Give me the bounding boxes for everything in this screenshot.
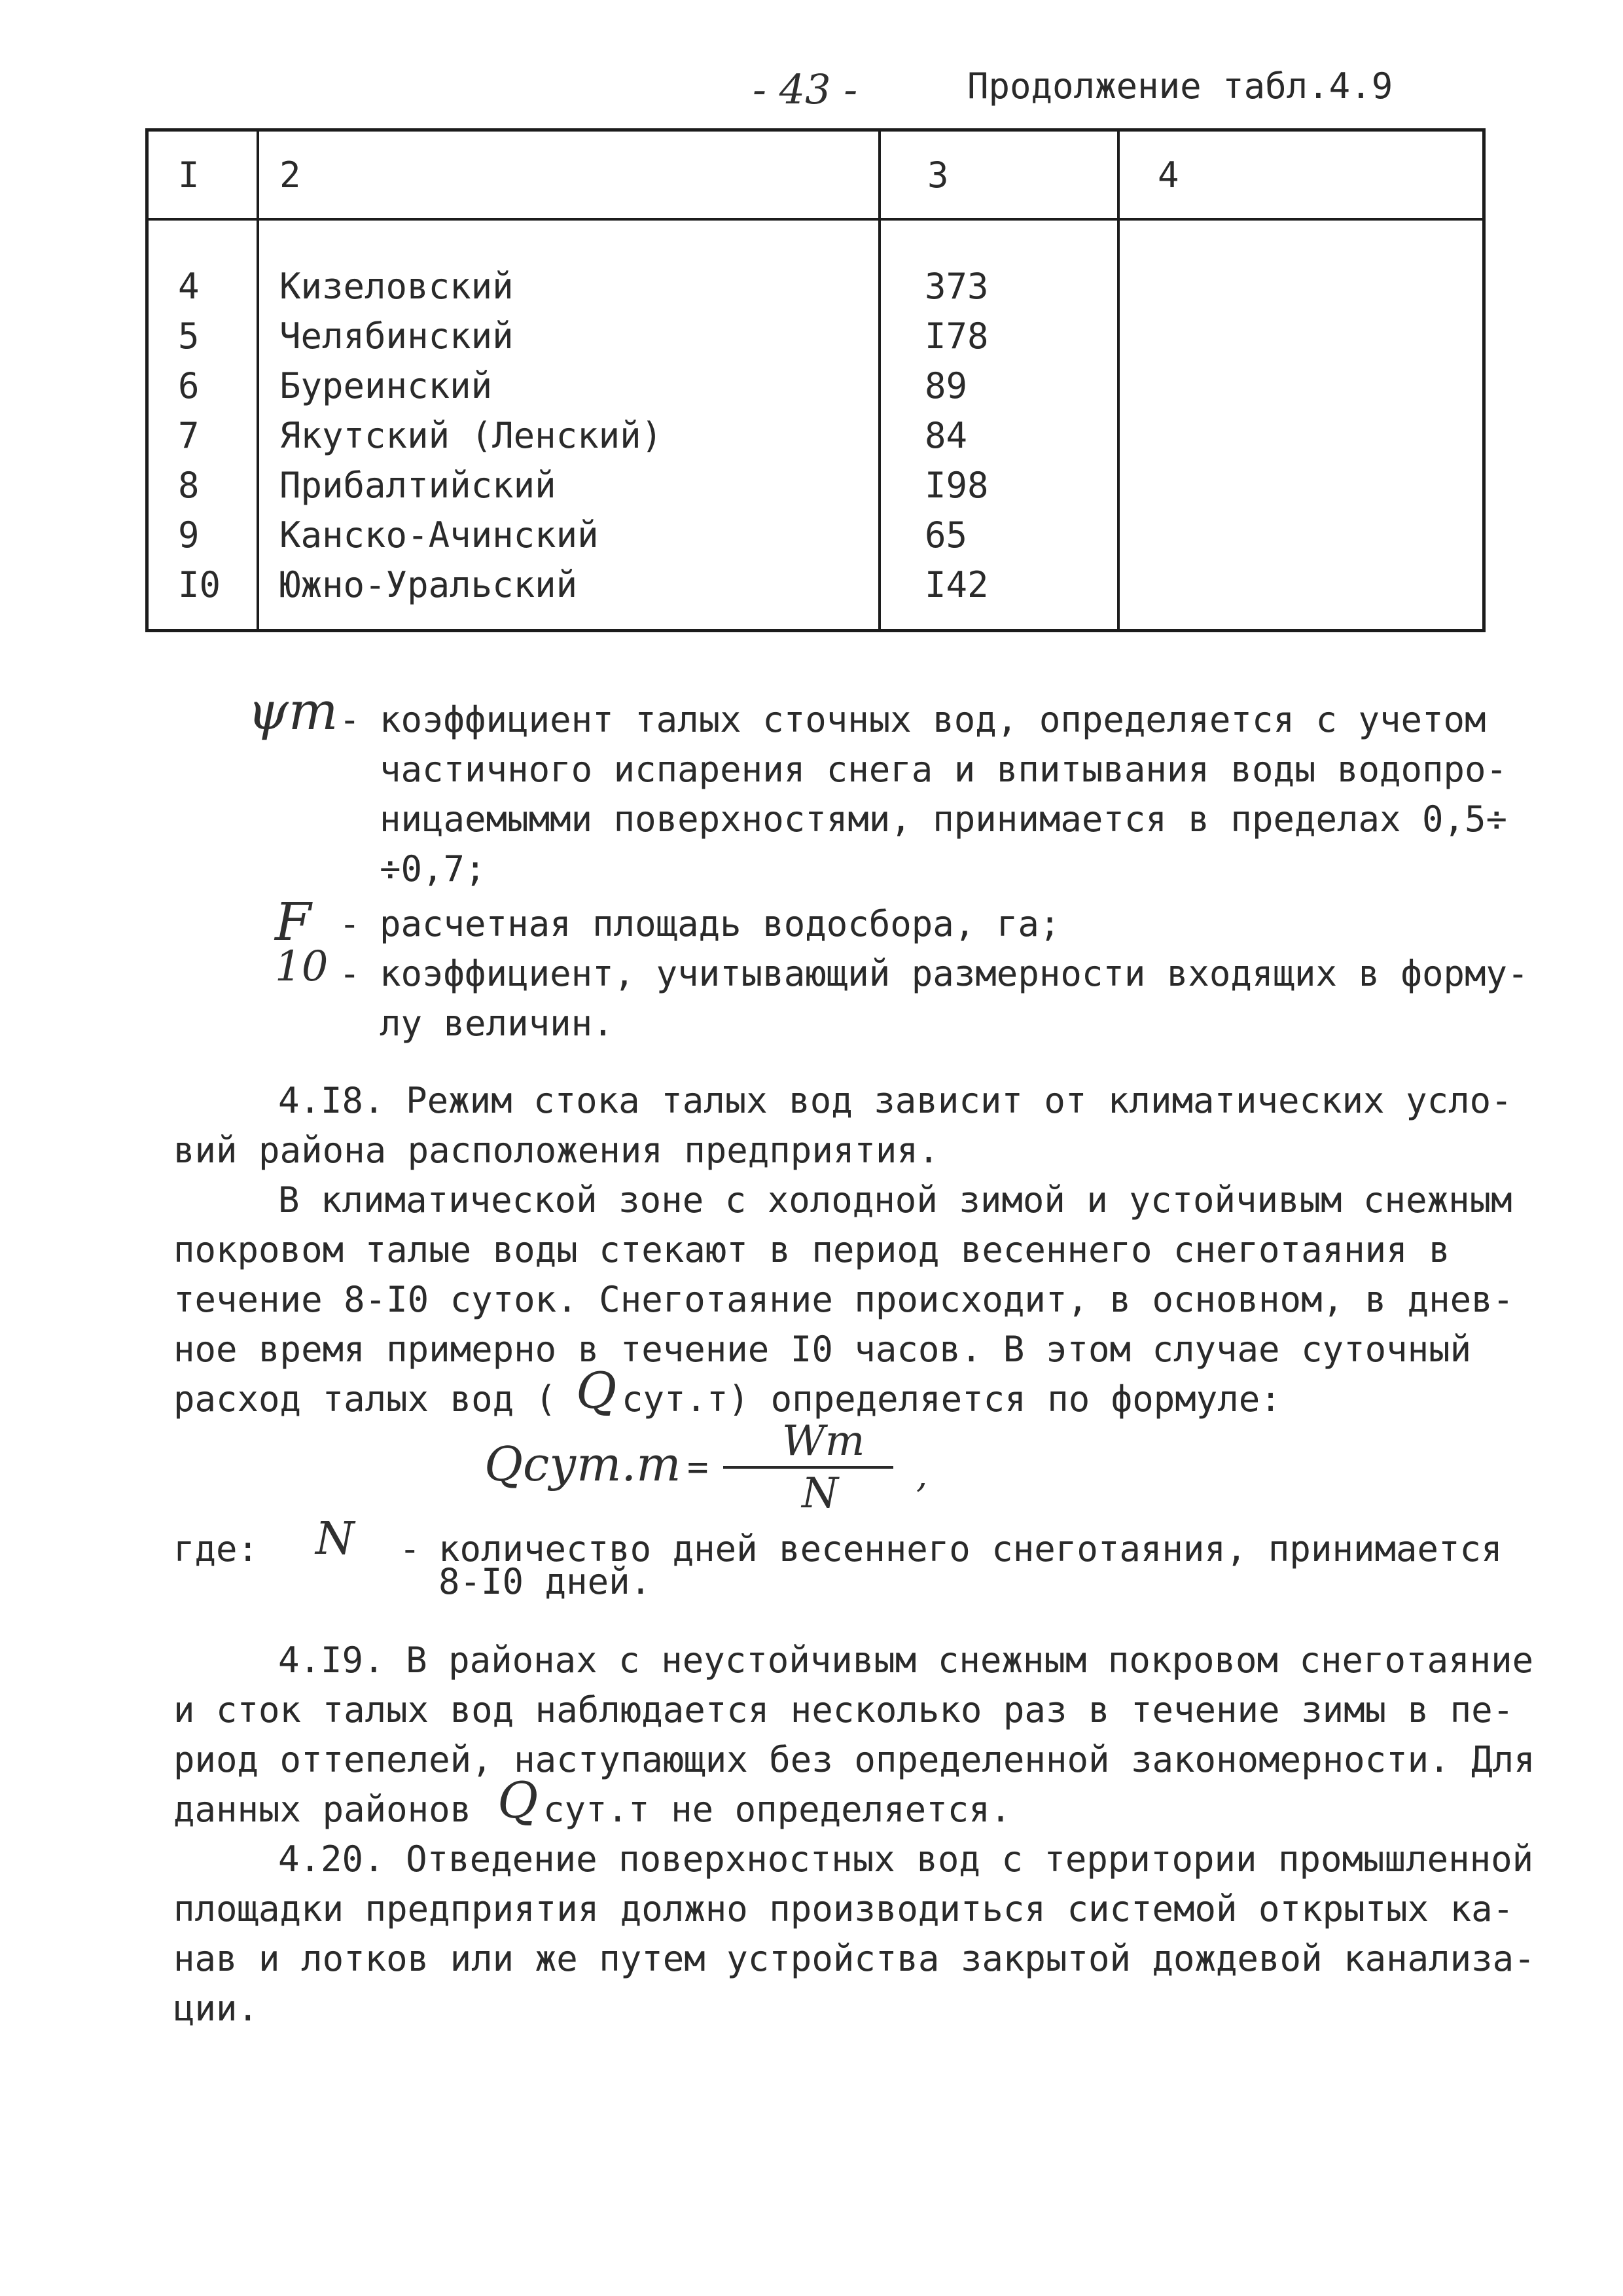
climate-paragraph-line: покровом талые воды стекают в период весеннего снеготаяния в xyxy=(173,1229,1450,1270)
ten-symbol: 10 xyxy=(275,942,329,991)
row-number: I0 xyxy=(178,564,221,605)
row-name: Прибалтийский xyxy=(279,465,556,506)
table-header-2: 2 xyxy=(279,154,301,196)
paragraph-4-19-last-before: данных районов xyxy=(173,1789,472,1830)
paragraph-4-20-line: нав и лотков или же путем устройства закрытой дождевой канализа- xyxy=(173,1938,1535,1979)
paragraph-4-19-line: риод оттепелей, наступающих без определенной закономерности. Для xyxy=(173,1739,1535,1780)
where-label: где: xyxy=(173,1528,259,1570)
row-value: I42 xyxy=(925,564,989,605)
ten-definition-line: лу величин. xyxy=(380,1003,614,1044)
paragraph-4-20-line: площадки предприятия должно производиться системой открытых ка- xyxy=(173,1888,1514,1929)
formula-lhs: Qсут.т xyxy=(484,1437,681,1492)
formula-denominator: N xyxy=(802,1469,838,1518)
n-symbol: N xyxy=(315,1513,355,1565)
row-value: I78 xyxy=(925,315,989,357)
page-number: - 43 - xyxy=(753,65,858,113)
row-name: Кизеловский xyxy=(279,266,514,307)
row-number: 5 xyxy=(178,315,200,357)
definition-dash: - xyxy=(339,953,361,994)
psi-definition-line: ÷0,7; xyxy=(380,848,486,889)
row-name: Канско-Ачинский xyxy=(279,514,599,556)
definition-dash: - xyxy=(339,903,361,944)
table-header-1: I xyxy=(178,154,200,196)
header-divider xyxy=(149,218,1482,221)
table-header-3: 3 xyxy=(927,154,949,196)
formula-comma: , xyxy=(916,1454,928,1496)
table-row xyxy=(149,465,1482,514)
row-number: 9 xyxy=(178,514,200,556)
table-row xyxy=(149,564,1482,614)
table-row xyxy=(149,315,1482,365)
row-value: I98 xyxy=(925,465,989,506)
row-name: Буреинский xyxy=(279,365,493,406)
psi-definition-line: частичного испарения снега и впитывания воды водопро- xyxy=(380,749,1508,790)
row-number: 8 xyxy=(178,465,200,506)
row-name: Южно-Уральский xyxy=(279,564,578,605)
f-definition-line: расчетная площадь водосбора, га; xyxy=(380,903,1061,944)
paragraph-4-18-line: 4.I8. Режим стока талых вод зависит от климатических усло- xyxy=(278,1080,1512,1121)
table-header-4: 4 xyxy=(1158,154,1179,196)
climate-paragraph-line: ное время примерно в течение I0 часов. В этом случае суточный xyxy=(173,1329,1472,1370)
paragraph-4-19-line: 4.I9. В районах с неустойчивым снежным покровом снеготаяние xyxy=(278,1640,1534,1681)
table-continuation-label: Продолжение табл.4.9 xyxy=(967,65,1393,107)
fraction-bar xyxy=(723,1466,893,1469)
climate-paragraph-last-after: сут.т) определяется по формуле: xyxy=(622,1378,1281,1420)
row-value: 373 xyxy=(925,266,989,307)
row-number: 6 xyxy=(178,365,200,406)
paragraph-4-18-line: вий района расположения предприятия. xyxy=(173,1130,940,1171)
paragraph-4-20-line: 4.20. Отведение поверхностных вод с территории промышленной xyxy=(278,1839,1534,1880)
climate-paragraph-line: В климатической зоне с холодной зимой и устойчивым снежным xyxy=(278,1179,1512,1221)
definition-dash: - xyxy=(339,699,361,740)
table-row xyxy=(149,365,1482,415)
paragraph-4-19-last-after: сут.т не определяется. xyxy=(543,1789,1012,1830)
row-value: 65 xyxy=(925,514,968,556)
where-definition-line: 8-I0 дней. xyxy=(438,1561,652,1602)
paragraph-4-20-line: ции. xyxy=(173,1988,259,2029)
where-dash: - xyxy=(399,1528,421,1570)
q-symbol: Q xyxy=(576,1361,617,1420)
paragraph-4-19-line: и сток талых вод наблюдается несколько раз в течение зимы в пе- xyxy=(173,1689,1514,1731)
psi-definition-line: ницаемымми поверхностями, принимается в пределах 0,5÷ xyxy=(380,798,1508,840)
row-number: 7 xyxy=(178,415,200,456)
q-symbol: Q xyxy=(497,1771,539,1829)
psi-t-symbol: ψт xyxy=(247,681,338,742)
f-symbol: F xyxy=(275,891,312,952)
data-table xyxy=(145,128,1486,632)
row-value: 89 xyxy=(925,365,968,406)
row-value: 84 xyxy=(925,415,968,456)
row-name: Челябинский xyxy=(279,315,514,357)
table-row xyxy=(149,514,1482,564)
climate-paragraph-last-before: расход талых вод ( xyxy=(173,1378,557,1420)
table-row xyxy=(149,415,1482,465)
climate-paragraph-line: течение 8-I0 суток. Снеготаяние происходит, в основном, в днев- xyxy=(173,1279,1514,1320)
table-row xyxy=(149,266,1482,315)
where-definition-line: количество дней весеннего снеготаяния, принимается xyxy=(438,1528,1503,1570)
formula-numerator: Wт xyxy=(782,1417,865,1465)
row-name: Якутский (Ленский) xyxy=(279,415,663,456)
formula-equals: = xyxy=(687,1446,709,1488)
psi-definition-line: коэффициент талых сточных вод, определяется с учетом xyxy=(380,699,1486,740)
ten-definition-line: коэффициент, учитывающий размерности входящих в форму- xyxy=(380,953,1529,994)
row-number: 4 xyxy=(178,266,200,307)
